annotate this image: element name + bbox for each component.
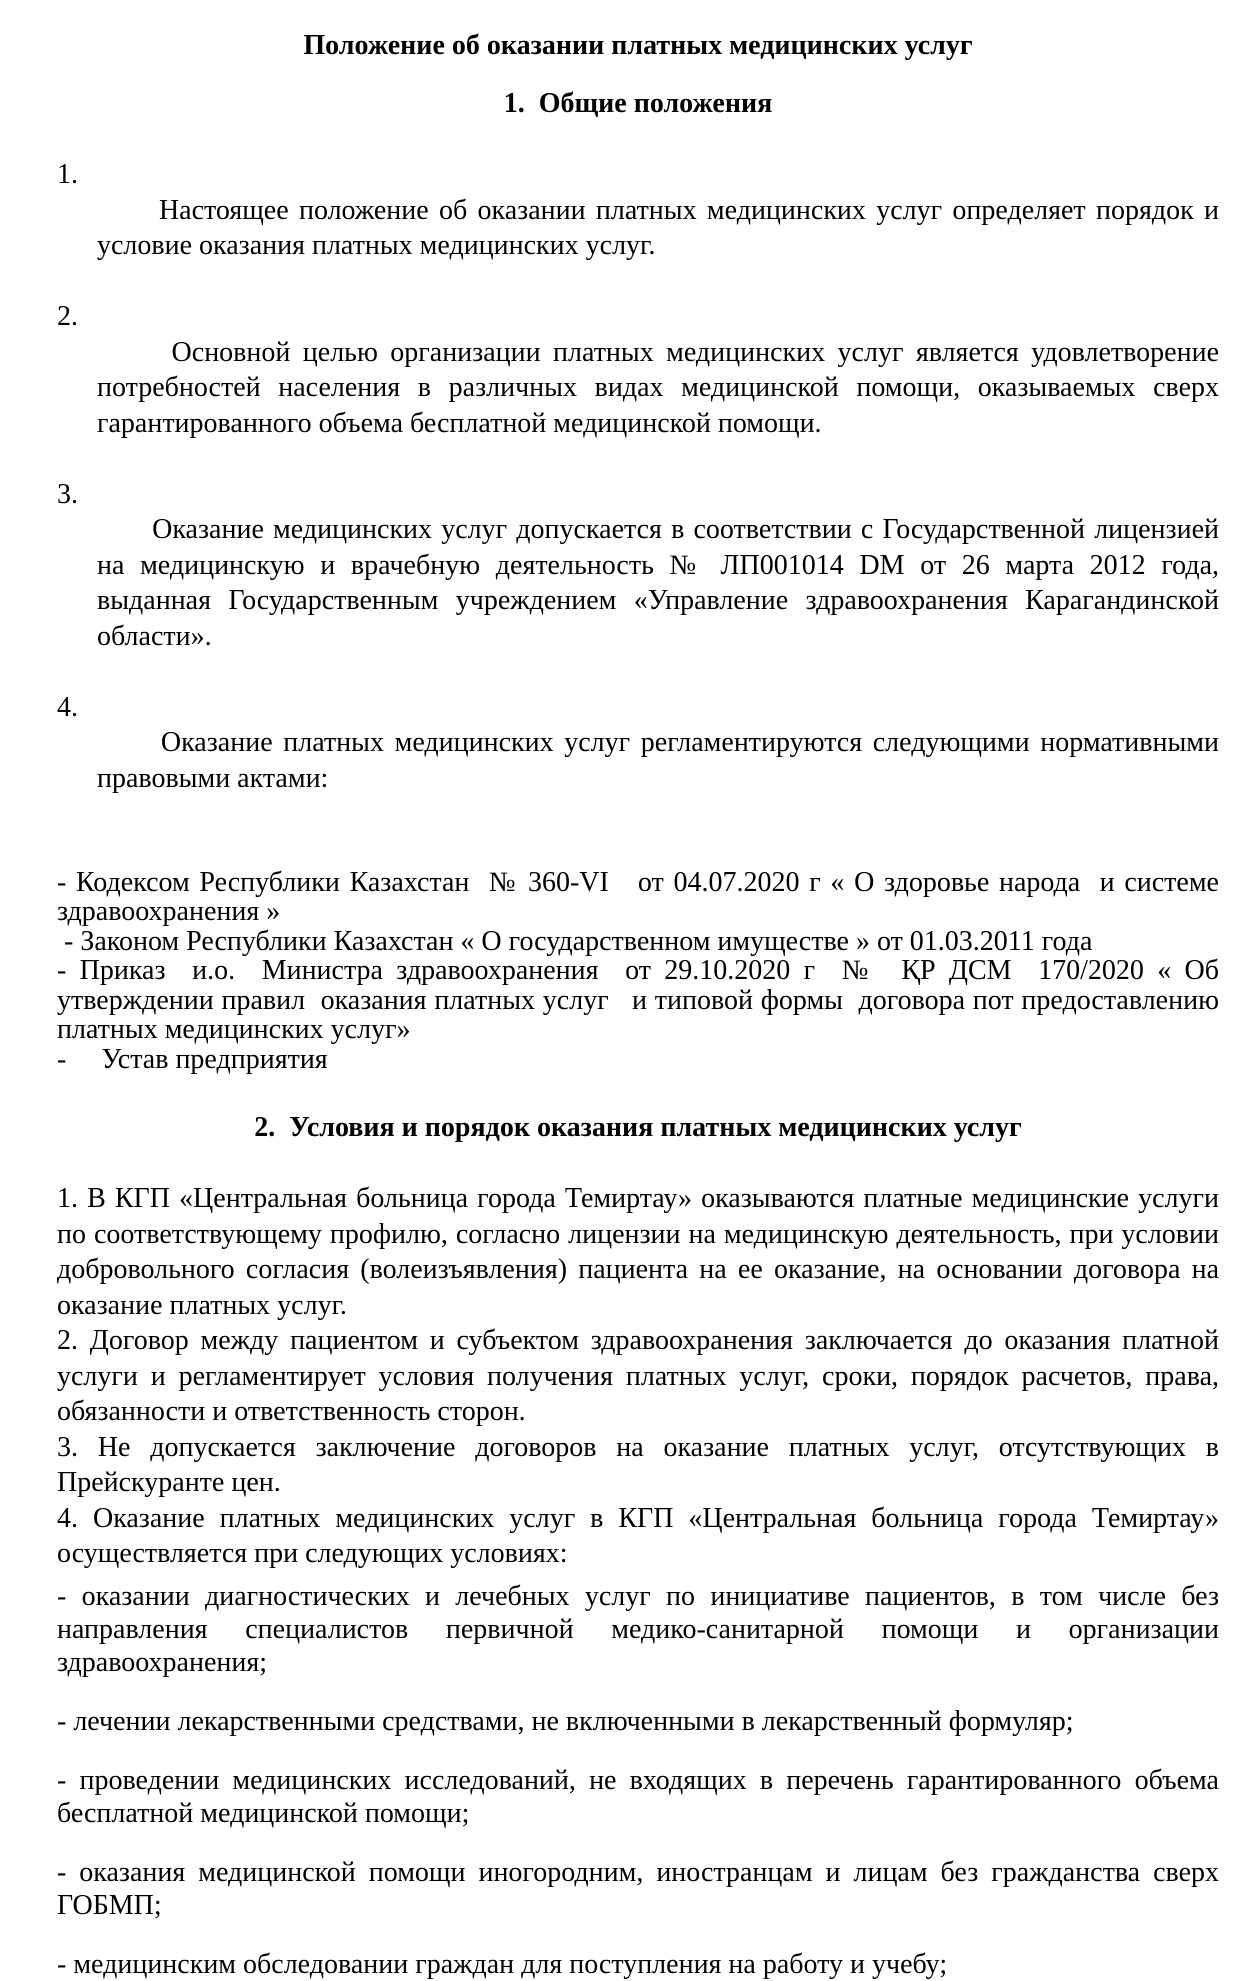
item-number: 3. xyxy=(57,478,78,510)
item-text: Основной целью организации платных медицинских услуг является удовлетворение потребностей населения в различных видах медицинской помощи, оказываемых сверх гарантированного объема бесплатной медицинской помощи. xyxy=(97,336,1226,439)
item-text: Оказание медицинских услуг допускается в соответствии с Государственной лицензией на медицинскую и врачебную деятельность № ЛП001014 DM от 26 марта 2012 года, выданная Государственным учреждением «Управление здравоохранения Карагандинской области». xyxy=(97,514,1226,652)
section2-conditions-list xyxy=(57,1580,1226,1981)
section2-paragraphs xyxy=(57,1181,1226,1572)
list-item xyxy=(57,477,1226,690)
section2-heading: 2. Условия и порядок оказания платных медицинских услуг xyxy=(254,1112,1022,1143)
legal-act-item: - Кодексом Республики Казахстан № 360-VI от 04.07.2020 г « О здоровье народа и системе здравоохранения » xyxy=(57,866,1226,927)
legal-act-item: - Устав предприятия xyxy=(57,1043,328,1075)
condition-item: - оказании диагностических и лечебных услуг по инициативе пациентов, в том числе без направления специалистов первичной медико-санитарной помощи и организации здравоохранения; xyxy=(57,1580,1226,1678)
list-item xyxy=(57,299,1226,477)
document-title: Положение об оказании платных медицинских услуг xyxy=(303,30,973,61)
item-number: 2. xyxy=(57,301,78,332)
item-number: 4. xyxy=(57,691,78,723)
condition-item: - проведении медицинских исследований, не входящих в перечень гарантированного объема бесплатной медицинской помощи; xyxy=(57,1764,1226,1829)
legal-acts-list xyxy=(57,866,1226,1075)
legal-act-item: - Законом Республики Казахстан « О государственном имуществе » от 01.03.2011 года xyxy=(57,925,1093,957)
paragraph: 1. В КГП «Центральная больница города Темиртау» оказываются платные медицинские услуги по соответствующему профилю, согласно лицензии на медицинскую деятельность, при условии добровольного согласия (волеизъявления) пациента на ее оказание, на основании договора на оказание платных услуг. xyxy=(57,1183,1226,1321)
list-item xyxy=(57,690,1226,832)
paragraph: 2. Договор между пациентом и субъектом здравоохранения заключается до оказания платной услуги и регламентирует условия получения платных услуг, сроки, порядок расчетов, права, обязанности и ответственность сторон. xyxy=(57,1325,1226,1427)
section1-numbered-list xyxy=(57,157,1227,832)
condition-item: - лечении лекарственными средствами, не включенными в лекарственный формуляр; xyxy=(57,1705,1074,1737)
paragraph: 4. Оказание платных медицинских услуг в КГП «Центральная больница города Темиртау» осуществляется при следующих условиях: xyxy=(57,1502,1226,1569)
section1-heading: 1. Общие положения xyxy=(503,88,773,119)
legal-act-item: - Приказ и.о. Министра здравоохранения от 29.10.2020 г № ҚР ДСМ 170/2020 « Об утверждении правил оказания платных услуг и типовой формы договора пот предоставлению платных медицинских услуг» xyxy=(57,955,1226,1045)
item-text: Настоящее положение об оказании платных медицинских услуг определяет порядок и условие оказания платных медицинских услуг. xyxy=(97,194,1227,261)
list-item xyxy=(57,157,1227,299)
condition-item: - медицинским обследовании граждан для поступления на работу и учебу; xyxy=(57,1948,948,1980)
condition-item: - оказания медицинской помощи иногородним, иностранцам и лицам без гражданства сверх ГОБМП; xyxy=(57,1856,1226,1921)
paragraph: 3. Не допускается заключение договоров на оказание платных услуг, отсутствующих в Прейскуранте цен. xyxy=(57,1431,1226,1498)
item-number: 1. xyxy=(57,159,78,190)
item-text: Оказание платных медицинских услуг регламентируются следующими нормативными правовыми актами: xyxy=(97,727,1226,794)
